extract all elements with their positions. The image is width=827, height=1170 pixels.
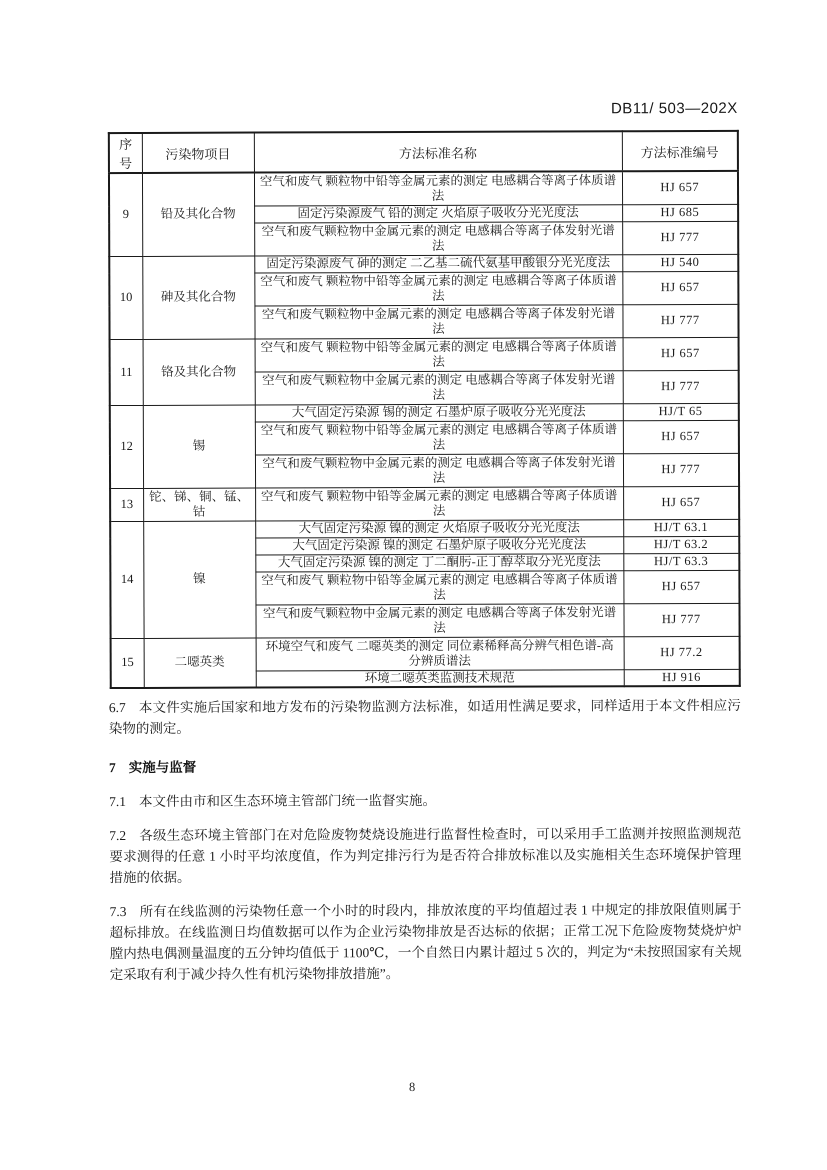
method-name-cell: 环境空气和废气 二噁英类的测定 同位素稀释高分辨气相色谱-高分辨质谱法 xyxy=(256,636,624,670)
pollutant-cell: 铬及其化合物 xyxy=(143,339,255,405)
method-name-cell: 大气固定污染源 锡的测定 石墨炉原子吸收分光光度法 xyxy=(255,403,623,421)
table-row xyxy=(110,486,739,521)
paragraph-7-1 xyxy=(109,789,741,812)
method-code-cell: HJ 540 xyxy=(622,254,738,271)
method-name-cell: 空气和废气 颗粒物中铅等金属元素的测定 电感耦合等离子体质谱法 xyxy=(254,171,622,205)
standard-code: DB11/ 503—202X xyxy=(610,99,738,118)
methods-table xyxy=(108,130,741,689)
method-code-cell: HJ 777 xyxy=(623,370,739,403)
clause-number: 6.7 xyxy=(108,700,126,716)
method-code-cell: HJ 657 xyxy=(623,486,739,519)
header-method-code: 方法标准编号 xyxy=(622,131,738,171)
section-title: 实施与监督 xyxy=(128,759,197,775)
method-code-cell: HJ 777 xyxy=(623,453,739,486)
section-number: 7 xyxy=(109,760,116,776)
pollutant-cell: 砷及其化合物 xyxy=(142,256,254,339)
serial-cell: 11 xyxy=(110,339,143,405)
method-code-cell: HJ 77.2 xyxy=(624,636,740,669)
method-name-cell: 空气和废气 颗粒物中铅等金属元素的测定 电感耦合等离子体质谱法 xyxy=(255,570,623,604)
table-row xyxy=(109,254,738,273)
section-heading-7 xyxy=(109,754,741,776)
method-name-cell: 空气和废气 颗粒物中铅等金属元素的测定 电感耦合等离子体质谱法 xyxy=(255,420,623,454)
method-name-cell: 固定污染源废气 铅的测定 火焰原子吸收分光光度法 xyxy=(254,204,622,222)
method-code-cell: HJ 657 xyxy=(623,570,739,603)
method-name-cell: 空气和废气颗粒物中金属元素的测定 电感耦合等离子体发射光谱法 xyxy=(255,453,623,487)
serial-cell: 13 xyxy=(110,488,143,521)
method-code-cell: HJ/T 63.1 xyxy=(623,519,739,536)
clause-text: 各级生态环境主管部门在对危险废物焚烧设施进行监督性检查时，可以采用手工监测并按照监测规范要求测得的任意 1 小时平均浓度值，作为判定排污行为是否符合排放标准以及实施相关生态环境保护管理措施的依据。 xyxy=(109,825,742,886)
method-code-cell: HJ 777 xyxy=(622,304,738,337)
paragraph-7-2 xyxy=(109,823,741,888)
body-text xyxy=(109,695,742,985)
serial-cell: 15 xyxy=(111,638,144,688)
method-code-cell: HJ 657 xyxy=(622,271,738,304)
method-code-cell: HJ 657 xyxy=(623,420,739,453)
serial-cell: 9 xyxy=(109,173,142,256)
pollutant-cell: 锡 xyxy=(143,405,255,488)
method-code-cell: HJ 657 xyxy=(622,171,738,204)
method-name-cell: 空气和废气 颗粒物中铅等金属元素的测定 电感耦合等离子体质谱法 xyxy=(254,271,622,305)
header-pollutant: 污染物项目 xyxy=(142,133,254,173)
method-name-cell: 大气固定污染源 镍的测定 石墨炉原子吸收分光光度法 xyxy=(255,536,623,554)
page-content xyxy=(107,130,742,998)
clause-number: 7.3 xyxy=(109,904,127,920)
pollutant-cell: 镍 xyxy=(143,521,255,638)
method-code-cell: HJ/T 65 xyxy=(623,403,739,420)
clause-text: 本文件由市和区生态环境主管部门统一监督实施。 xyxy=(139,792,437,809)
method-name-cell: 空气和废气颗粒物中金属元素的测定 电感耦合等离子体发射光谱法 xyxy=(255,603,623,637)
table-row xyxy=(110,403,739,422)
method-name-cell: 环境二噁英类监测技术规范 xyxy=(256,669,624,687)
method-name-cell: 空气和废气颗粒物中金属元素的测定 电感耦合等离子体发射光谱法 xyxy=(255,370,623,404)
serial-cell: 12 xyxy=(110,405,143,488)
clause-number: 7.2 xyxy=(109,828,127,844)
table-row xyxy=(109,171,738,206)
method-code-cell: HJ 777 xyxy=(622,221,738,254)
method-name-cell: 大气固定污染源 镍的测定 丁二酮肟-正丁醇萃取分光光度法 xyxy=(255,553,623,571)
method-code-cell: HJ 777 xyxy=(623,603,739,636)
pollutant-cell: 铅及其化合物 xyxy=(142,173,254,256)
pollutant-cell: 铊、锑、铜、锰、钴 xyxy=(143,488,255,521)
page-number: 8 xyxy=(409,1079,416,1095)
header-serial: 序号 xyxy=(109,133,142,173)
table-row xyxy=(110,337,739,372)
serial-cell: 14 xyxy=(110,521,143,638)
table-header-row xyxy=(109,131,738,173)
method-code-cell: HJ 916 xyxy=(624,669,740,686)
method-name-cell: 空气和废气颗粒物中金属元素的测定 电感耦合等离子体发射光谱法 xyxy=(254,221,622,255)
clause-text: 本文件实施后国家和地方发布的污染物监测方法标准，如适用性满足要求，同样适用于本文件相应污染物的测定。 xyxy=(108,697,741,737)
paragraph-7-3 xyxy=(110,899,742,985)
method-name-cell: 空气和废气 颗粒物中铅等金属元素的测定 电感耦合等离子体质谱法 xyxy=(255,337,623,371)
method-name-cell: 大气固定污染源 镍的测定 火焰原子吸收分光光度法 xyxy=(255,519,623,537)
method-name-cell: 固定污染源废气 砷的测定 二乙基二硫代氨基甲酸银分光光度法 xyxy=(254,254,622,272)
serial-cell: 10 xyxy=(109,256,142,339)
clause-number: 7.1 xyxy=(109,794,127,810)
method-code-cell: HJ 685 xyxy=(622,204,738,221)
table-row xyxy=(110,519,739,538)
table-row xyxy=(111,636,740,671)
clause-text: 所有在线监测的污染物任意一个小时的时段内，排放浓度的平均值超过表 1 中规定的排放限值则属于超标排放。在线监测日均值数据可以作为企业污染物排放是否达标的依据；正常工况下危险废物焚烧炉炉膛内热电偶测量温度的五分钟均值低于 1100℃，一个自然日内累计超过 5 次的，判定为“未按照国家有关规定采取有利于减少持久性有机污染物排放措施”。 xyxy=(109,901,742,983)
method-code-cell: HJ 657 xyxy=(623,337,739,370)
pollutant-cell: 二噁英类 xyxy=(144,638,256,688)
method-code-cell: HJ/T 63.2 xyxy=(623,536,739,553)
paragraph-6-7 xyxy=(109,695,741,739)
method-name-cell: 空气和废气 颗粒物中铅等金属元素的测定 电感耦合等离子体质谱法 xyxy=(255,486,623,520)
method-name-cell: 空气和废气颗粒物中金属元素的测定 电感耦合等离子体发射光谱法 xyxy=(254,304,622,338)
header-method-name: 方法标准名称 xyxy=(254,131,622,172)
method-code-cell: HJ/T 63.3 xyxy=(623,553,739,570)
